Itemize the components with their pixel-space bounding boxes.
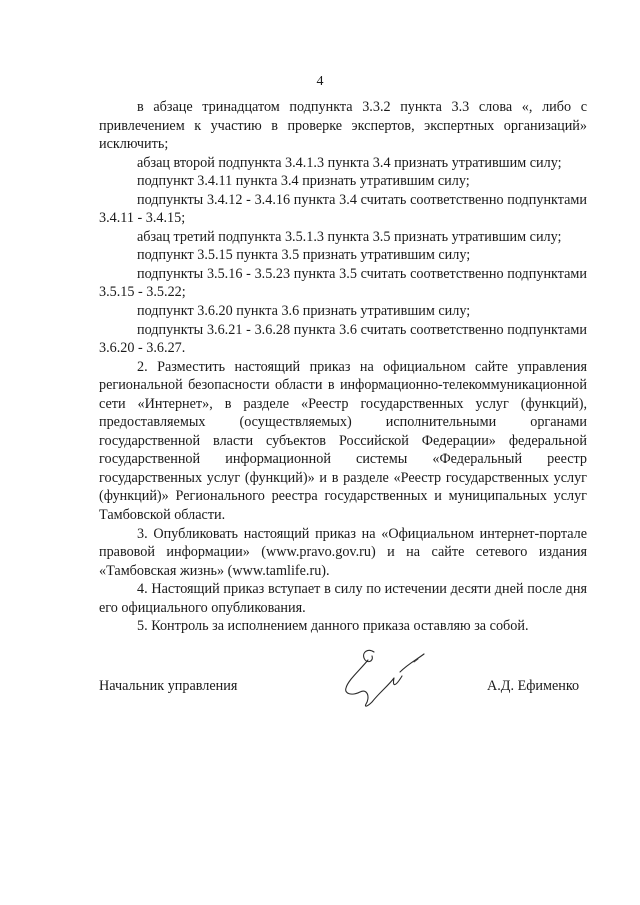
paragraph: подпункт 3.4.11 пункта 3.4 признать утратившим силу; [137,173,470,190]
paragraph: абзац третий подпункта 3.5.1.3 пункта 3.5 признать утратившим силу; [137,228,562,245]
signatory-name: А.Д. Ефименко [487,678,580,694]
paragraph: подпункты 3.6.21 - 3.6.28 пункта 3.6 считать соответственно подпунктами 3.6.20 - 3.6.27. [99,321,587,357]
paragraph: абзац второй подпункта 3.4.1.3 пункта 3.4 признать утратившим силу; [137,154,562,171]
paragraph: подпункты 3.5.16 - 3.5.23 пункта 3.5 считать соответственно подпунктами 3.5.15 - 3.5.22; [99,265,587,301]
handwritten-signature [338,646,428,712]
paragraph: 5. Контроль за исполнением данного приказа оставляю за собой. [137,618,529,635]
document-body [99,98,587,636]
paragraph: 3. Опубликовать настоящий приказ на «Официальном интернет-портале правовой информации» (www.pravo.gov.ru) и на сайте сетевого издания «Тамбовская жизнь» (www.tamlife.ru). [99,525,587,579]
page-number: 4 [316,74,324,89]
paragraph: в абзаце тринадцатом подпункта 3.3.2 пункта 3.3 слова «, либо с привлечением к участию в проверке экспертов, экспертных организаций» исключить; [99,99,587,153]
paragraph: 4. Настоящий приказ вступает в силу по истечении десяти дней после дня его официального опубликования. [99,581,587,616]
signatory-position: Начальник управления [99,678,238,694]
paragraph: подпункты 3.4.12 - 3.4.16 пункта 3.4 считать соответственно подпунктами 3.4.11 - 3.4.15; [99,191,587,227]
paragraph: подпункт 3.5.15 пункта 3.5 признать утратившим силу; [137,247,471,264]
paragraph: 2. Разместить настоящий приказ на официальном сайте управления региональной безопасности области в информационно-телекоммуникационной сети «Интернет», в разделе «Реестр государственных услуг (функций), предоставляемых (осуществляемых) исполнительными органами государственной власти субъектов Российской Федерации» федеральной государственной информационной системы «Федеральный реестр государственных услуг (функций)» и в разделе «Реестр государственных услуг (функций)» Регионального реестра государственных и муниципальных услуг Тамбовской области. [99,358,587,524]
paragraph: подпункт 3.6.20 пункта 3.6 признать утратившим силу; [137,303,471,320]
